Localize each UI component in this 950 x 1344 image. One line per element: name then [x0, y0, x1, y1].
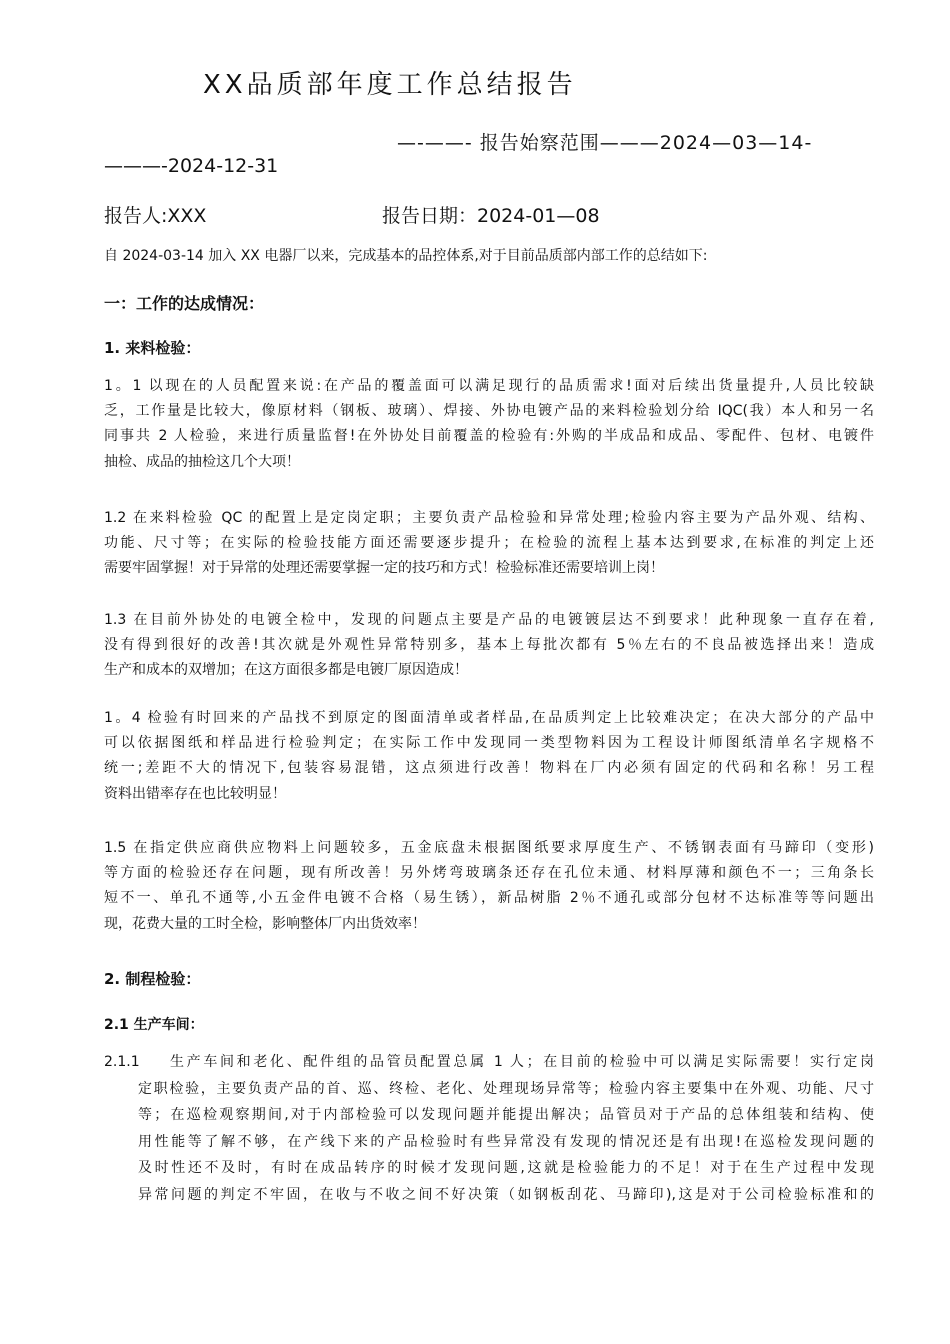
reporter-name: 报告人:XXX	[104, 205, 207, 227]
paragraph-line: 等；在巡检观察期间,对于内部检验可以发现问题并能提出解决；品管员对于产品的总体组装和结构、使	[138, 1107, 874, 1123]
report-date: 报告日期：2024-01—08	[382, 205, 600, 227]
paragraph-line: 资料出错率存在也比较明显！	[104, 785, 286, 802]
paragraph-line: 抽检、成品的抽检这几个大项！	[104, 453, 300, 470]
paragraph-line: 异常问题的判定不牢固，在收与不收之间不好决策（如钢板刮花、马蹄印),这是对于公司检验标准和的	[138, 1186, 874, 1203]
section-heading-incoming-inspection: 1. 来料检验：	[104, 339, 201, 357]
item-number: 2.1.1	[104, 1054, 140, 1070]
paragraph-line: 可以依据图纸和样品进行检验判定；在实际工作中发现同一类型物料因为工程设计师图纸清单名字规格不	[104, 735, 874, 752]
item-body-continued	[138, 1076, 874, 1209]
paragraph-line: 1。1 以现在的人员配置来说:在产品的覆盖面可以满足现行的品质需求!面对后续出货量提升,人员比较缺	[104, 378, 874, 394]
paragraph-line: 没有得到很好的改善!其次就是外观性异常特别多，基本上每批次都有 5％左右的不良品被选择出来！造成	[104, 637, 874, 654]
paragraph-line: 用性能等了解不够，在产线下来的产品检验时有些异常没有发现的情况还是有出现!在巡检发现问题的	[138, 1133, 874, 1150]
paragraph-line: 1。4 检验有时回来的产品找不到原定的图面清单或者样品,在品质判定上比较难决定；在决大部分的产品中	[104, 710, 874, 726]
paragraph-1-5	[104, 836, 874, 937]
paragraph-line: 生产车间和老化、配件组的品管员配置总属 1 人；在目前的检验中可以满足实际需要！实行定岗	[170, 1054, 874, 1070]
paragraph-line: 1.2 在来料检验 QC 的配置上是定岗定职；主要负责产品检验和异常处理;检验内容主要为产品外观、结构、	[104, 510, 874, 526]
paragraph-line: 功能、尺寸等；在实际的检验技能方面还需要逐步提升；在检验的流程上基本达到要求,在标准的判定上还	[104, 535, 874, 552]
paragraph-1-2	[104, 506, 874, 582]
section-heading-process-inspection: 2. 制程检验：	[104, 970, 201, 988]
paragraph-line: 生产和成本的双增加；在这方面很多都是电镀厂原因造成！	[104, 662, 468, 679]
report-title: XX品质部年度工作总结报告	[203, 70, 577, 100]
paragraph-line: 同事共 2 人检验，来进行质量监督!在外协处目前覆盖的检验有:外购的半成品和成品、零配件、包材、电镀件	[104, 428, 874, 445]
paragraph-line: 定职检验，主要负责产品的首、巡、终检、老化、处理现场异常等；检验内容主要集中在外观、功能、尺寸	[138, 1080, 874, 1097]
subsection-heading-production-workshop: 2.1 生产车间：	[104, 1017, 204, 1033]
paragraph-line: 等方面的检验还存在问题，现有所改善！另外烤弯玻璃条还存在孔位未通、材料厚薄和颜色不一；三角条长	[104, 865, 874, 882]
section-heading-achievements: 一：工作的达成情况：	[104, 294, 265, 313]
paragraph-line: 统一;差距不大的情况下,包装容易混错，这点须进行改善！物料在厂内必须有固定的代码和名称！另工程	[104, 760, 874, 777]
paragraph-line: 及时性还不及时，有时在成品转序的时候才发现问题,这就是检验能力的不足！对于在生产过程中发现	[138, 1160, 874, 1176]
report-range-line-2: ———-2024-12-31	[104, 155, 279, 177]
paragraph-line: 现，花费大量的工时全检，影响整体厂内出货效率！	[104, 915, 426, 932]
paragraph-1-1	[104, 374, 874, 475]
paragraph-1-3	[104, 608, 874, 684]
paragraph-1-4	[104, 706, 874, 807]
report-range-line-1: —-——- 报告始察范围———2024—03—14-	[397, 132, 813, 154]
paragraph-line: 1.5 在指定供应商供应物料上问题较多，五金底盘未根据图纸要求厚度生产、不锈钢表面有马蹄印（变形)	[104, 840, 874, 856]
item-body	[170, 1049, 874, 1076]
paragraph-line: 1.3 在目前外协处的电镀全检中，发现的问题点主要是产品的电镀镀层达不到要求！此种现象一直存在着,	[104, 612, 874, 628]
intro-text: 自 2024-03-14 加入 XX 电器厂以来，完成基本的品控体系,对于目前品质部内部工作的总结如下:	[104, 248, 708, 264]
paragraph-line: 短不一、单孔不通等,小五金件电镀不合格（易生锈），新品树脂 2％不通孔或部分包材不达标准等等问题出	[104, 890, 874, 907]
paragraph-line: 乏，工作量是比较大，像原材料（钢板、玻璃）、焊接、外协电镀产品的来料检验划分给 IQC(我）本人和另一名	[104, 403, 874, 420]
paragraph-line: 需要牢固掌握！对于异常的处理还需要掌握一定的技巧和方式！检验标准还需要培训上岗！	[104, 560, 664, 577]
